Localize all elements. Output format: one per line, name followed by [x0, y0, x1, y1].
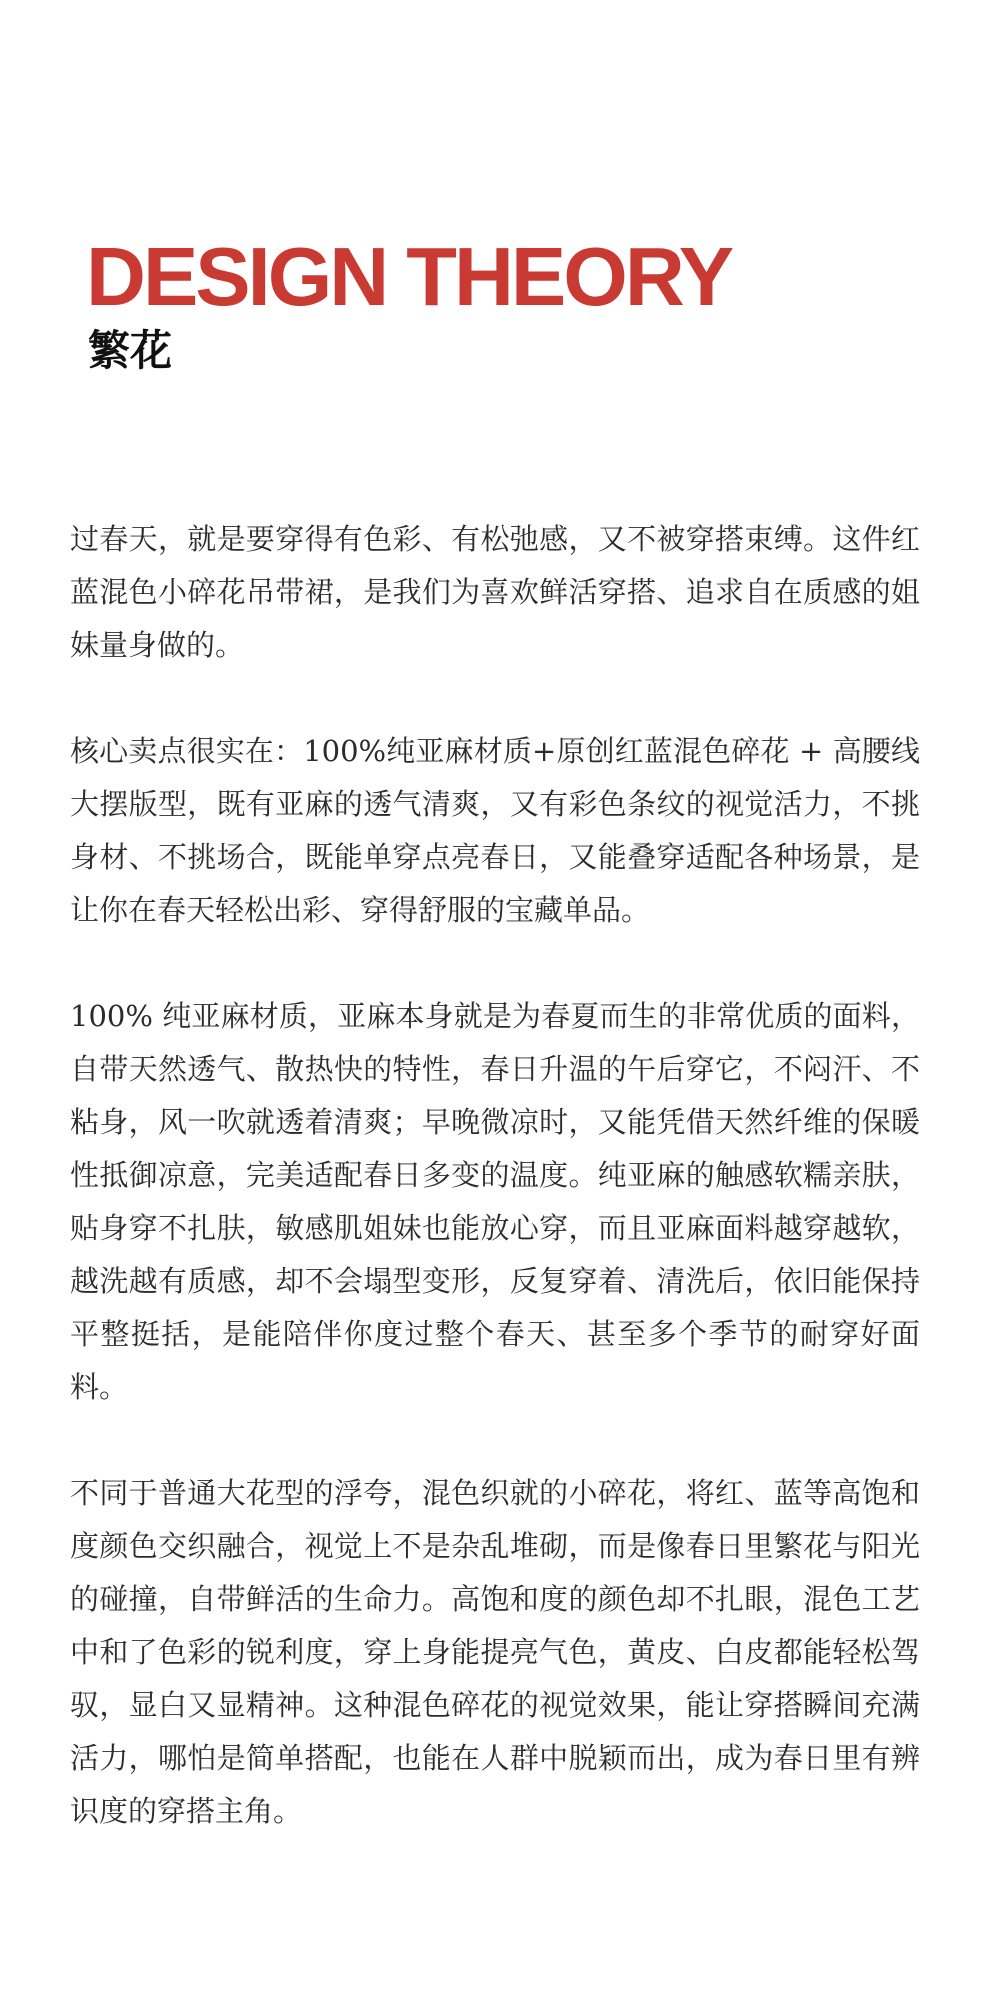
linen-material-paragraph: 100% 纯亚麻材质，亚麻本身就是为春夏而生的非常优质的面料，自带天然透气、散热快的特性，春日升温的午后穿它，不闷汗、不粘身，风一吹就透着清爽；早晚微凉时，又能凭借天然纤维的保暖性抵御凉意，完美适配春日多变的温度。纯亚麻的触感软糯亲肤，贴身穿不扎肤，敏感肌姐妹也能放心穿，而且亚麻面料越穿越软，越洗越有质感，却不会塌型变形，反复穿着、清洗后，依旧能保持平整挺括，是能陪伴你度过整个春天、甚至多个季节的耐穿好面料。 [70, 999, 920, 1404]
title-english: DESIGN THEORY [86, 230, 732, 323]
section-header [86, 232, 731, 376]
article-body [70, 513, 920, 1891]
selling-points-paragraph: 核心卖点很实在：100%纯亚麻材质+原创红蓝混色碎花 + 高腰线大摆版型，既有亚麻的透气清爽，又有彩色条纹的视觉活力，不挑身材、不挑场合，既能单穿点亮春日，又能叠穿适配各种场景，是让你在春天轻松出彩、穿得舒服的宝藏单品。 [70, 734, 920, 927]
title-chinese: 繁花 [88, 326, 173, 375]
intro-paragraph: 过春天，就是要穿得有色彩、有松弛感，又不被穿搭束缚。这件红蓝混色小碎花吊带裙，是我们为喜欢鲜活穿搭、追求自在质感的姐妹量身做的。 [70, 522, 920, 662]
floral-pattern-paragraph: 不同于普通大花型的浮夸，混色织就的小碎花，将红、蓝等高饱和度颜色交织融合，视觉上不是杂乱堆砌，而是像春日里繁花与阳光的碰撞，自带鲜活的生命力。高饱和度的颜色却不扎眼，混色工艺中和了色彩的锐利度，穿上身能提亮气色，黄皮、白皮都能轻松驾驭，显白又显精神。这种混色碎花的视觉效果，能让穿搭瞬间充满活力，哪怕是简单搭配，也能在人群中脱颖而出，成为春日里有辨识度的穿搭主角。 [70, 1476, 920, 1828]
